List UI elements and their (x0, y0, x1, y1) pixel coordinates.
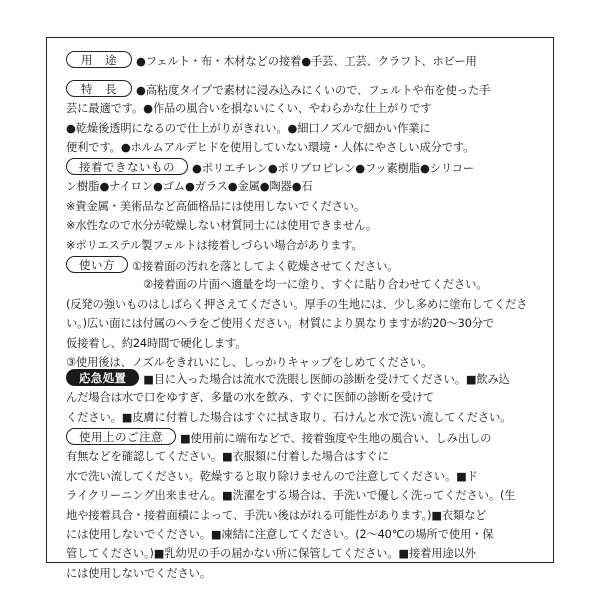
first-aid-line-3: ください。■皮膚に付着した場合はすぐに拭き取り、石けんと水で洗い流してください。 (66, 410, 512, 424)
usage-label: 用 途 (66, 51, 132, 68)
cautions-line-1: 使用上のご注意 ■使用前に端布などで、接着強度や生地の風合い、しみ出しの (66, 428, 538, 447)
first-aid-section (66, 369, 538, 427)
cautions-section (66, 428, 538, 583)
cautions-line-5: 地や接着具合・接着面積によって、手洗い後はがれる可能性があります。)■衣類など (66, 508, 487, 522)
features-line-1: 特 長 ●高粘度タイプで素材に浸み込みにくいので、フェルトや布を使った手 (66, 80, 538, 99)
features-line-2: 芸に最適です。●作品の風合いを損ないにくい、やわらかな仕上がりです (66, 102, 432, 116)
not-bondable-section (66, 158, 538, 255)
first-aid-line-1: 応急処置 ■目に入った場合は流水で洗眼し医師の診断を受けてください。■飲み込 (66, 369, 538, 388)
usage-line-1: 用 途 ●フェルト・布・木材などの接着●手芸、工芸、クラフト、ホビー用 (66, 51, 538, 70)
howto-line-1: 使い方 ①接着面の汚れを落としてよく乾燥させてください。 (66, 256, 538, 275)
cautions-line-4: ライクリーニング出来ません。■洗濯をする場合は、手洗いで優しく洗ってください。(生 (66, 489, 516, 503)
howto-line-6: ③使用後は、ノズルをきれいにし、しっかりキャップをしめてください。 (66, 355, 433, 369)
not-bondable-line-1: 接着できないもの ●ポリエチレン●ポリプロピレン●フッ素樹脂●シリコー (66, 158, 538, 177)
howto-line-4: い。)広い面には付属のヘラをご使用ください。材質により異なりますが約20〜30分で (66, 317, 495, 331)
cautions-line-7: 管してください。)■乳幼児の手の届かない所に保管してください。■接着用途以外 (66, 547, 476, 561)
howto-section (66, 256, 538, 372)
howto-label: 使い方 (66, 256, 128, 273)
howto-line-5: 仮接着し、約24時間で硬化します。 (66, 336, 247, 350)
features-line-3: ●乾燥後透明になるので仕上がりがきれい。●細口ノズルで細かい作業に (66, 121, 431, 135)
usage-section (66, 51, 538, 70)
not-bondable-line-3: ※貴金属・美術品など高価格品には使用しないでください。 (66, 199, 366, 213)
not-bondable-line-2: ン樹脂●ナイロン●ゴム●ガラス●金属●陶器●石 (66, 180, 313, 194)
not-bondable-label: 接着できないもの (66, 158, 188, 175)
not-bondable-line-5: ※ポリエステル製フェルトは接着しづらい場合があります。 (66, 238, 363, 252)
howto-line-2: ②接着面の片面へ適量を均一に塗り、すぐに貼り合わせてください。 (143, 278, 488, 292)
cautions-line-6: には使用しないでください。■凍結に注意してください。(2〜40℃の場所で使用・保 (66, 527, 494, 541)
features-section (66, 80, 538, 158)
features-line-4: 便利です。●ホルムアルデヒドを使用していない環境・人体にやさしい成分です。 (66, 141, 475, 155)
howto-line-3: (反発の強いものはしばらく押さえてください。厚手の生地には、少し多めに塗布してくださ (66, 297, 528, 311)
cautions-line-3: 水で洗い流してください。乾燥すると取り除けませんので注意してください。■ド (66, 469, 478, 483)
features-label: 特 長 (66, 80, 132, 97)
first-aid-line-2: んだ場合は水で口をゆすぎ、多量の水を飲み、すぐに医師の診断を受けて (66, 391, 435, 405)
not-bondable-line-4: ※水性なので水分が乾燥しない材質同士には使用できません。 (66, 219, 377, 233)
cautions-line-2: 有無などを確認してください。■衣服類に付着した場合はすぐに (66, 450, 389, 464)
cautions-line-8: には使用しないでください。 (66, 566, 211, 580)
first-aid-label: 応急処置 (66, 369, 139, 386)
cautions-label: 使用上のご注意 (66, 428, 176, 445)
